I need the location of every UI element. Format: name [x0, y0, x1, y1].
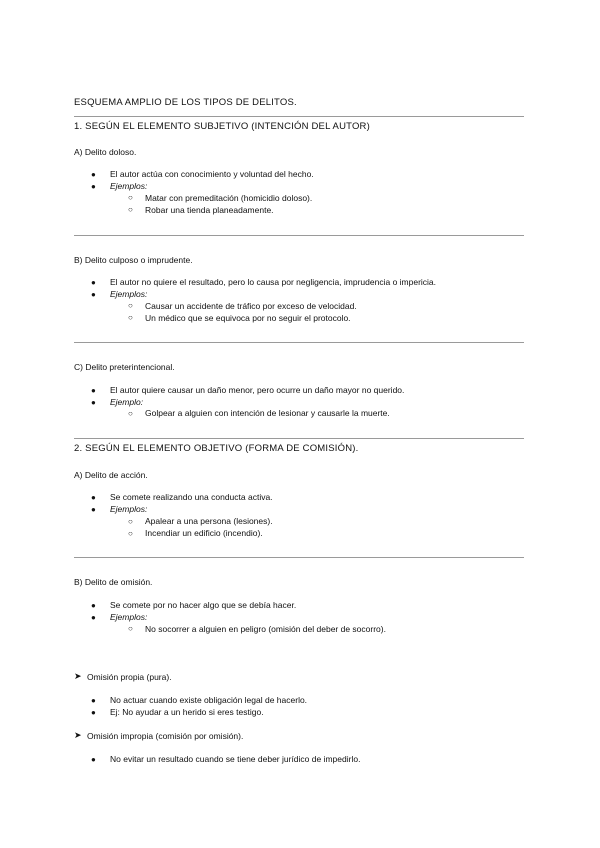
- subsection-2a-example-2: Incendiar un edificio (incendio).: [145, 528, 263, 538]
- arrow-bullet-icon: ➤: [74, 730, 82, 740]
- omision-propia-bullet-2: Ej: No ayudar a un herido si eres testigo.: [110, 707, 264, 717]
- subsection-2a-example-1: Apalear a una persona (lesiones).: [145, 516, 273, 526]
- subsection-2a-heading: A) Delito de acción.: [74, 470, 148, 480]
- circle-bullet-icon: ○: [128, 193, 133, 202]
- section-2-heading: 2. SEGÚN EL ELEMENTO OBJETIVO (FORMA DE COMISIÓN).: [74, 443, 359, 454]
- bullet-icon: ●: [91, 708, 96, 717]
- subsection-2b-bullet: Se comete por no hacer algo que se debía hacer.: [110, 600, 297, 610]
- circle-bullet-icon: ○: [128, 313, 133, 322]
- subsection-1b-example-1: Causar un accidente de tráfico por exceso de velocidad.: [145, 301, 357, 311]
- subsection-1a-example-1: Matar con premeditación (homicidio doloso).: [145, 193, 313, 203]
- bullet-icon: ●: [91, 755, 96, 764]
- omision-impropia-heading: Omisión impropia (comisión por omisión).: [87, 731, 244, 741]
- divider: [74, 342, 524, 343]
- subsection-1a-heading: A) Delito doloso.: [74, 147, 137, 157]
- bullet-icon: ●: [91, 601, 96, 610]
- circle-bullet-icon: ○: [128, 205, 133, 214]
- subsection-1a-bullet: El autor actúa con conocimiento y voluntad del hecho.: [110, 169, 314, 179]
- section-1-heading: 1. SEGÚN EL ELEMENTO SUBJETIVO (INTENCIÓN DEL AUTOR): [74, 121, 370, 132]
- omision-propia-heading: Omisión propia (pura).: [87, 672, 172, 682]
- circle-bullet-icon: ○: [128, 529, 133, 538]
- subsection-1b-example-2: Un médico que se equivoca por no seguir el protocolo.: [145, 313, 351, 323]
- bullet-icon: ●: [91, 170, 96, 179]
- subsection-1c-example-1: Golpear a alguien con intención de lesionar y causarle la muerte.: [145, 408, 390, 418]
- bullet-icon: ●: [91, 290, 96, 299]
- omision-impropia-bullet-1: No evitar un resultado cuando se tiene deber jurídico de impedirlo.: [110, 754, 361, 764]
- divider: [74, 438, 524, 439]
- subsection-2b-heading: B) Delito de omisión.: [74, 577, 153, 587]
- subsection-2a-examples-label: Ejemplos:: [110, 504, 148, 514]
- subsection-2a-bullet: Se comete realizando una conducta activa.: [110, 492, 273, 502]
- circle-bullet-icon: ○: [128, 624, 133, 633]
- circle-bullet-icon: ○: [128, 517, 133, 526]
- circle-bullet-icon: ○: [128, 301, 133, 310]
- bullet-icon: ●: [91, 493, 96, 502]
- subsection-1a-example-2: Robar una tienda planeadamente.: [145, 205, 274, 215]
- bullet-icon: ●: [91, 398, 96, 407]
- subsection-1c-bullet: El autor quiere causar un daño menor, pero ocurre un daño mayor no querido.: [110, 385, 405, 395]
- circle-bullet-icon: ○: [128, 409, 133, 418]
- document-title: ESQUEMA AMPLIO DE LOS TIPOS DE DELITOS.: [74, 97, 297, 108]
- bullet-icon: ●: [91, 278, 96, 287]
- bullet-icon: ●: [91, 386, 96, 395]
- bullet-icon: ●: [91, 182, 96, 191]
- subsection-1b-heading: B) Delito culposo o imprudente.: [74, 255, 193, 265]
- arrow-bullet-icon: ➤: [74, 671, 82, 681]
- subsection-2b-examples-label: Ejemplos:: [110, 612, 148, 622]
- divider: [74, 235, 524, 236]
- bullet-icon: ●: [91, 696, 96, 705]
- subsection-2b-example-1: No socorrer a alguien en peligro (omisión del deber de socorro).: [145, 624, 386, 634]
- subsection-1b-bullet: El autor no quiere el resultado, pero lo causa por negligencia, imprudencia o impericia.: [110, 277, 437, 287]
- bullet-icon: ●: [91, 613, 96, 622]
- omision-propia-bullet-1: No actuar cuando existe obligación legal de hacerlo.: [110, 695, 308, 705]
- subsection-1b-examples-label: Ejemplos:: [110, 289, 148, 299]
- subsection-1c-examples-label: Ejemplo:: [110, 397, 144, 407]
- subsection-1a-examples-label: Ejemplos:: [110, 181, 148, 191]
- bullet-icon: ●: [91, 505, 96, 514]
- divider: [74, 116, 524, 117]
- subsection-1c-heading: C) Delito preterintencional.: [74, 362, 175, 372]
- divider: [74, 557, 524, 558]
